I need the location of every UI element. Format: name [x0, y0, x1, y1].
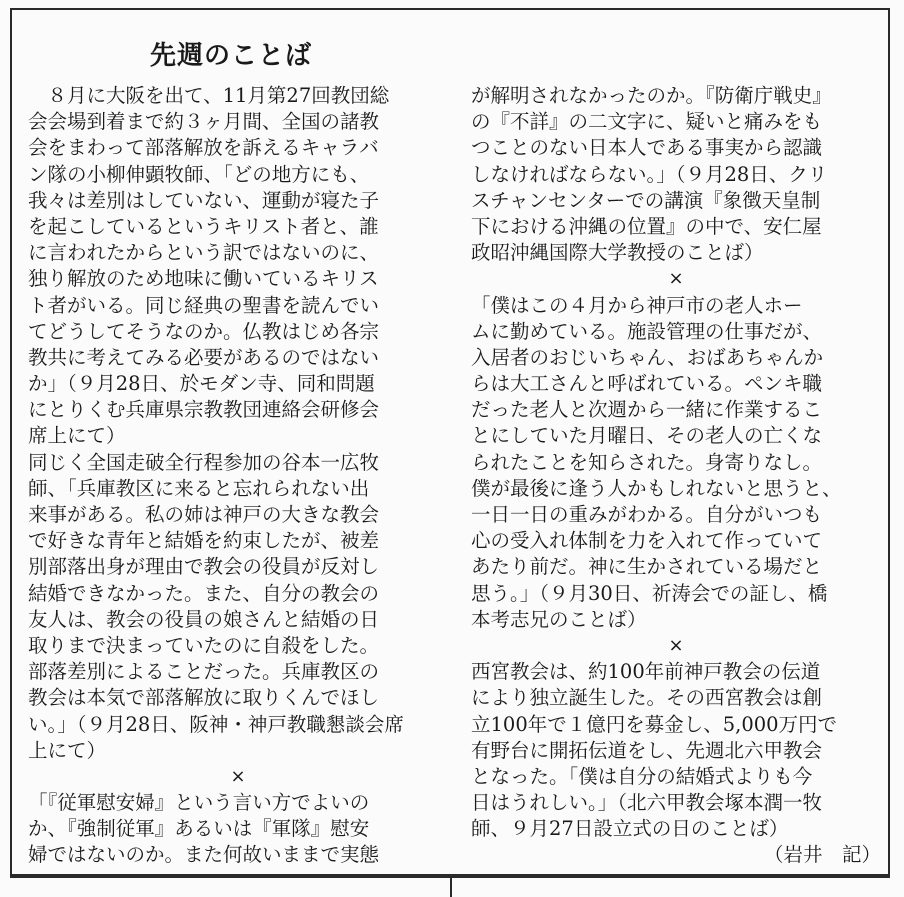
text-line: 立100年で１億円を募金し、5,000万円で — [471, 712, 838, 736]
text-line: 僕が最後に逢う人かもしれないと思うと、 — [471, 476, 842, 500]
right-column — [471, 83, 881, 869]
text-line: 来事がある。私の姉は神戸の大きな教会 — [28, 503, 380, 526]
text-line: 婦ではないのか。また何故いままで実態 — [28, 843, 380, 867]
text-line: 有野台に開拓伝道をし、先週北六甲教会 — [471, 738, 823, 762]
text-line: 一日一日の重みがわかる。自分がいつも — [471, 503, 823, 526]
text-line: あたり前だ。神に生かされている場だと — [471, 555, 823, 579]
text-line: ト者がいる。同じ経典の聖書を読んでい — [28, 293, 380, 317]
article-title: 先週のことば — [150, 41, 313, 71]
text-line: 上にて） — [28, 738, 107, 762]
text-line: 会をまわって部落解放を訴えるキャラバ — [28, 136, 379, 160]
text-line: か」（９月28日、於モダン寺、同和問題 — [28, 372, 375, 396]
text-line: 政昭沖縄国際大学教授のことば） — [471, 241, 764, 265]
text-line: 「『従軍慰安婦』という言い方でよいの — [28, 791, 370, 815]
text-line: つことのない日本人である事実から認識 — [471, 136, 823, 160]
text-line: となった。「僕は自分の結婚式よりも今 — [471, 764, 813, 788]
text-line: 入居者のおじいちゃん、おばあちゃんか — [471, 345, 824, 369]
text-line: 我々は差別はしていない、運動が寝た子 — [28, 188, 380, 212]
text-line: で好きな青年と結婚を約束したが、被差 — [28, 529, 380, 553]
text-line: 本考志兄のことば） — [471, 607, 647, 631]
text-line: を起こしているというキリスト者と、誰 — [28, 214, 379, 238]
section-separator: × — [230, 765, 246, 787]
text-line: により独立誕生した。その西宮教会は創 — [471, 686, 823, 710]
text-line: が解明されなかったのか。『防衛庁戦史』 — [471, 84, 832, 107]
text-line: しなければならない。」（９月28日、クリ — [471, 162, 828, 186]
text-line: 会会場到着まで約３ヶ月間、全国の諸教 — [28, 110, 380, 134]
text-line: スチャンセンターでの講演『象徴天皇制 — [471, 188, 821, 212]
text-line: ムに勤めている。施設管理の仕事だが、 — [471, 319, 823, 343]
text-line: 部落差別によることだった。兵庫教区の — [28, 660, 380, 684]
text-line: られたことを知らされた。身寄りなし。 — [471, 450, 823, 474]
text-line: に言われたからという訳ではないのに、 — [28, 241, 380, 265]
text-line: ８月に大阪を出て、11月第27回教団総 — [28, 84, 390, 107]
text-line: 取りまで決まっていたのに自殺をした。 — [28, 633, 380, 657]
text-line: だった老人と次週から一緒に作業するこ — [471, 398, 823, 422]
text-line: 西宮教会は、約100年前神戸教会の伝道 — [471, 660, 821, 684]
text-line: 思う。」（９月30日、祈涛会での証し、橋 — [471, 581, 828, 605]
text-line: とにしていた月曜日、その老人の亡くな — [471, 424, 823, 448]
text-line: 結婚できなかった。また、自分の教会の — [28, 581, 380, 605]
text-line: 師、「兵庫教区に来ると忘れられない出 — [28, 476, 370, 500]
text-line: 友人は、教会の役員の娘さんと結婚の日 — [28, 607, 380, 631]
signature: （岩井 記） — [763, 843, 881, 867]
text-line: 教共に考えてみる必要があるのではない — [28, 345, 380, 369]
column-divider-tick — [450, 876, 452, 897]
text-line: い。」（９月28日、阪神・神戸教職懇談会席 — [28, 712, 404, 736]
text-line: 席上にて） — [28, 424, 126, 448]
text-line: 独り解放のため地味に働いているキリス — [28, 267, 379, 291]
text-line: 心の受入れ体制を力を入れて作っていて — [471, 529, 823, 553]
text-line: 師、９月27日設立式の日のことば） — [471, 817, 789, 841]
text-line: ン隊の小柳伸顕牧師、「どの地方にも、 — [28, 162, 370, 186]
text-line: てどうしてそうなのか。仏教はじめ各宗 — [28, 319, 380, 343]
text-line: 日はうれしい。」（北六甲教会塚本潤一牧 — [471, 791, 823, 815]
text-line: 下における沖縄の位置』の中で、安仁屋 — [471, 214, 822, 238]
text-line: 教会は本気で部落解放に取りくんでほし — [28, 686, 380, 710]
text-line: の『不詳』の二文字に、疑いと痛みをも — [471, 110, 823, 134]
text-line: 「僕はこの４月から神戸市の老人ホー — [471, 293, 803, 317]
text-line: にとりくむ兵庫県宗教教団連絡会研修会 — [28, 398, 380, 422]
text-line: か、『強制従軍』あるいは『軍隊』慰安 — [28, 817, 370, 841]
section-separator: × — [668, 268, 684, 290]
left-column — [28, 83, 448, 869]
section-separator: × — [668, 634, 684, 656]
text-line: 別部落出身が理由で教会の役員が反対し — [28, 555, 380, 579]
text-line: らは大工さんと呼ばれている。ペンキ職 — [471, 372, 823, 396]
text-line: 同じく全国走破全行程参加の谷本一広牧 — [28, 450, 380, 474]
